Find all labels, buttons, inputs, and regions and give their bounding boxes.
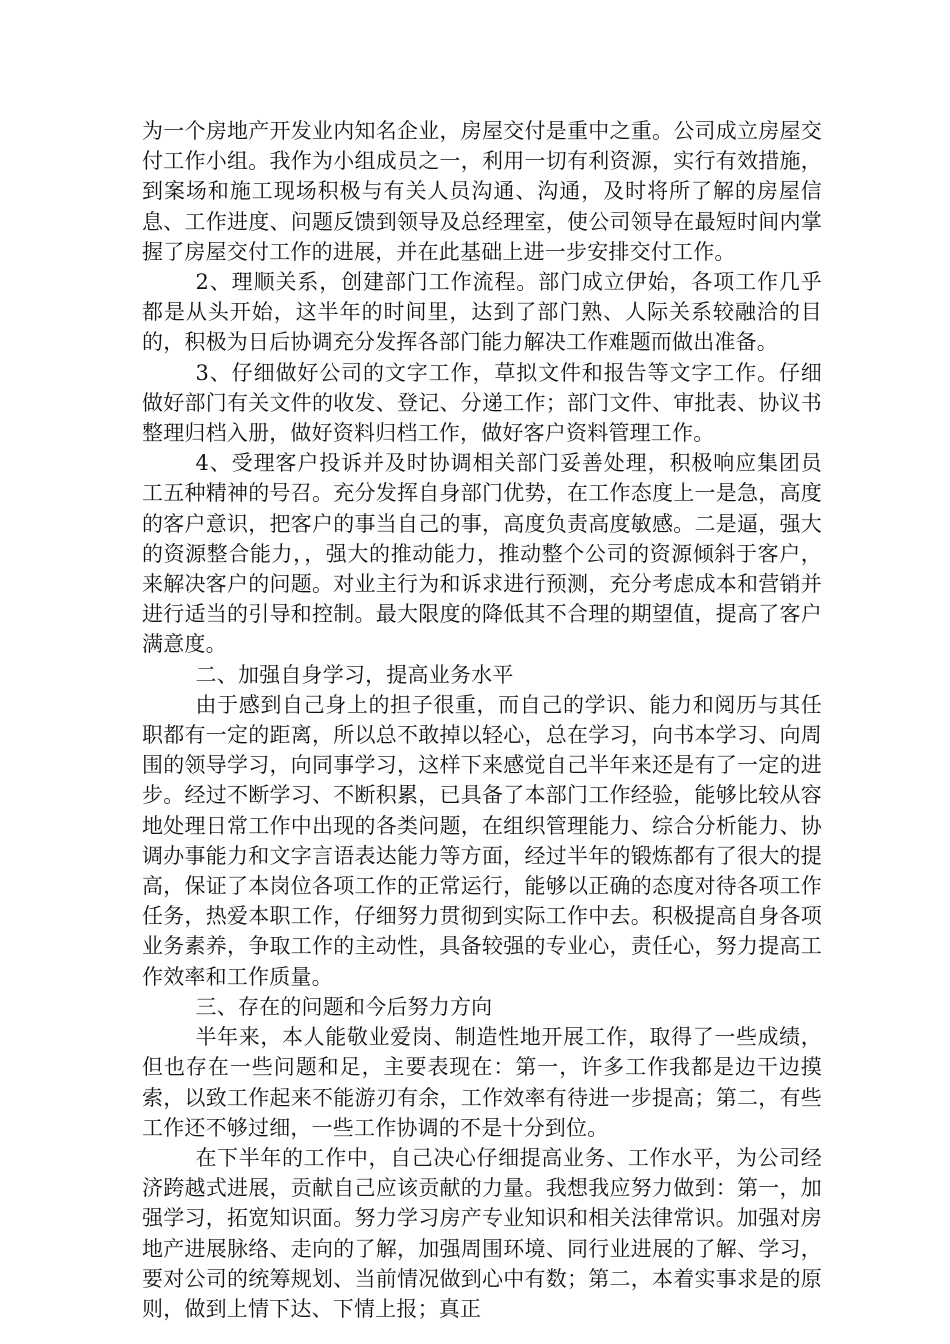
document-body (142, 116, 822, 1324)
paragraph-item-3: 3、仔细做好公司的文字工作，草拟文件和报告等文字工作。仔细做好部门有关文件的收发、登记、分递工作；部门文件、审批表、协议书整理归档入册，做好资料归档工作，做好客户资料管理工作。 (142, 360, 822, 446)
paragraph-problems: 半年来，本人能敬业爱岗、制造性地开展工作，取得了一些成绩，但也存在一些问题和足，主要表现在：第一，许多工作我都是边干边摸索，以致工作起来不能游刃有余，工作效率有待进一步提高；第二，有些工作还不够过细，一些工作协调的不是十分到位。 (142, 1025, 822, 1140)
paragraph-item-4: 4、受理客户投诉并及时协调相关部门妥善处理，积极响应集团员工五种精神的号召。充分发挥自身部门优势，在工作态度上一是急，高度的客户意识，把客户的事当自己的事，高度负责高度敏感。二是逼，强大的资源整合能力，，强大的推动能力，推动整个公司的资源倾斜于客户，来解决客户的问题。对业主行为和诉求进行预测，充分考虑成本和营销并进行适当的引导和控制。最大限度的降低其不合理的期望值，提高了客户满意度。 (142, 451, 822, 657)
section-heading-problems: 三、存在的问题和今后努力方向 (195, 994, 493, 1019)
paragraph-item-2: 2、理顺关系，创建部门工作流程。部门成立伊始，各项工作几乎都是从头开始，这半年的时间里，达到了部门熟、人际关系较融洽的目的，积极为日后协调充分发挥各部门能力解决工作难题而做出准备。 (142, 270, 822, 355)
paragraph-study: 由于感到自己身上的担子很重，而自己的学识、能力和阅历与其任职都有一定的距离，所以总不敢掉以轻心，总在学习，向书本学习、向周围的领导学习，向同事学习，这样下来感觉自己半年来还是有了一定的进步。经过不断学习、不断积累，已具备了本部门工作经验，能够比较从容地处理日常工作中出现的各类问题，在组织管理能力、综合分析能力、协调办事能力和文字言语表达能力等方面，经过半年的锻炼都有了很大的提高，保证了本岗位各项工作的正常运行，能够以正确的态度对待各项工作任务，热爱本职工作，仔细努力贯彻到实际工作中去。积极提高自身各项业务素养，争取工作的主动性，具备较强的专业心，责任心，努力提高工作效率和工作质量。 (142, 692, 822, 989)
paragraph-plan: 在下半年的工作中，自己决心仔细提高业务、工作水平，为公司经济跨越式进展，贡献自己应该贡献的力量。我想我应努力做到：第一，加强学习，拓宽知识面。努力学习房产专业知识和相关法律常识。加强对房地产进展脉络、走向的了解，加强周围环境、同行业进展的了解、学习，要对公司的统筹规划、当前情况做到心中有数；第二，本着实事求是的原则，做到上情下达、下情上报；真正 (142, 1145, 822, 1321)
paragraph-intro: 为一个房地产开发业内知名企业，房屋交付是重中之重。公司成立房屋交付工作小组。我作为小组成员之一，利用一切有利资源，实行有效措施，到案场和施工现场积极与有关人员沟通、沟通，及时将所了解的房屋信息、工作进度、问题反馈到领导及总经理室，使公司领导在最短时间内掌握了房屋交付工作的进展，并在此基础上进一步安排交付工作。 (142, 119, 822, 264)
section-heading-study: 二、加强自身学习，提高业务水平 (195, 662, 514, 687)
